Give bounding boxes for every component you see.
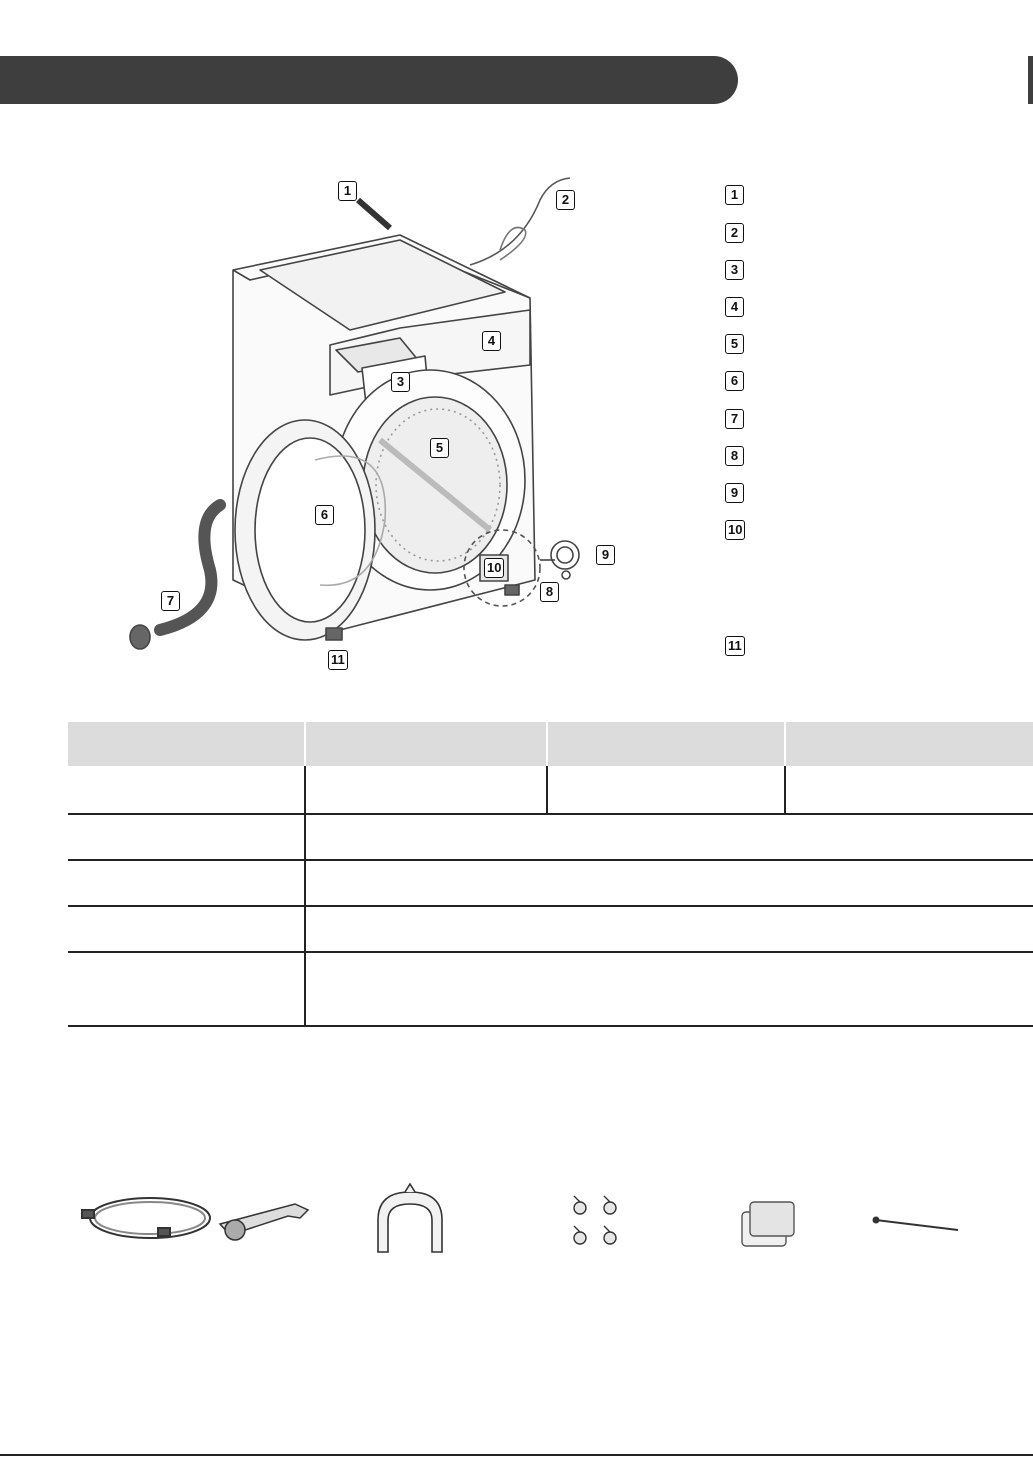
callout-2: 2 (556, 190, 575, 210)
legend-item-9: 9 (725, 483, 744, 503)
cap-covers-icon (574, 1196, 616, 1244)
spec-cell (68, 814, 305, 860)
elbow-bracket-icon (378, 1184, 442, 1252)
tie-strap-icon (874, 1218, 959, 1231)
spec-cell (305, 860, 1033, 906)
legend-item-7: 7 (725, 409, 744, 429)
legend-item-10: 10 (725, 520, 745, 540)
legend-item-1: 1 (725, 185, 744, 205)
callout-9: 9 (596, 545, 615, 565)
legend-item-3: 3 (725, 260, 744, 280)
spec-cell (305, 814, 1033, 860)
washer-diagram (100, 160, 660, 690)
callout-8: 8 (540, 582, 559, 602)
legend-item-6: 6 (725, 371, 744, 391)
spec-cell (68, 906, 305, 952)
callout-10: 10 (484, 558, 504, 578)
spec-header-cell (305, 722, 547, 766)
callout-7: 7 (161, 591, 180, 611)
spec-cell (68, 766, 305, 814)
page-bottom-rule (0, 1454, 1033, 1456)
table-row (68, 860, 1033, 906)
spec-cell (785, 766, 1033, 814)
table-row (68, 906, 1033, 952)
spec-table-header (68, 722, 1033, 766)
table-row (68, 952, 1033, 1026)
page-edge-tab (1028, 56, 1033, 104)
legend-item-4: 4 (725, 297, 744, 317)
table-row (68, 814, 1033, 860)
callout-6: 6 (315, 505, 334, 525)
spec-header-cell (547, 722, 785, 766)
accessories-row (70, 1180, 970, 1260)
spec-table (68, 722, 1033, 1027)
spec-cell (68, 860, 305, 906)
spec-cell (305, 766, 547, 814)
legend-item-11: 11 (725, 636, 745, 656)
callout-11: 11 (328, 650, 348, 670)
anti-slip-sheets-icon (742, 1202, 794, 1246)
spec-cell (305, 906, 1033, 952)
legend-item-5: 5 (725, 334, 744, 354)
spec-cell (547, 766, 785, 814)
spec-header-cell (785, 722, 1033, 766)
table-row (68, 766, 1033, 814)
callout-1: 1 (338, 181, 357, 201)
inlet-hose-icon (82, 1198, 210, 1238)
spec-cell (305, 952, 1033, 1026)
legend-item-2: 2 (725, 223, 744, 243)
callout-4: 4 (482, 331, 501, 351)
callout-5: 5 (430, 438, 449, 458)
legend-item-8: 8 (725, 446, 744, 466)
callout-3: 3 (391, 372, 410, 392)
spec-header-cell (68, 722, 305, 766)
section-header-bar (0, 56, 738, 104)
spanner-icon (220, 1204, 308, 1240)
spec-cell (68, 952, 305, 1026)
